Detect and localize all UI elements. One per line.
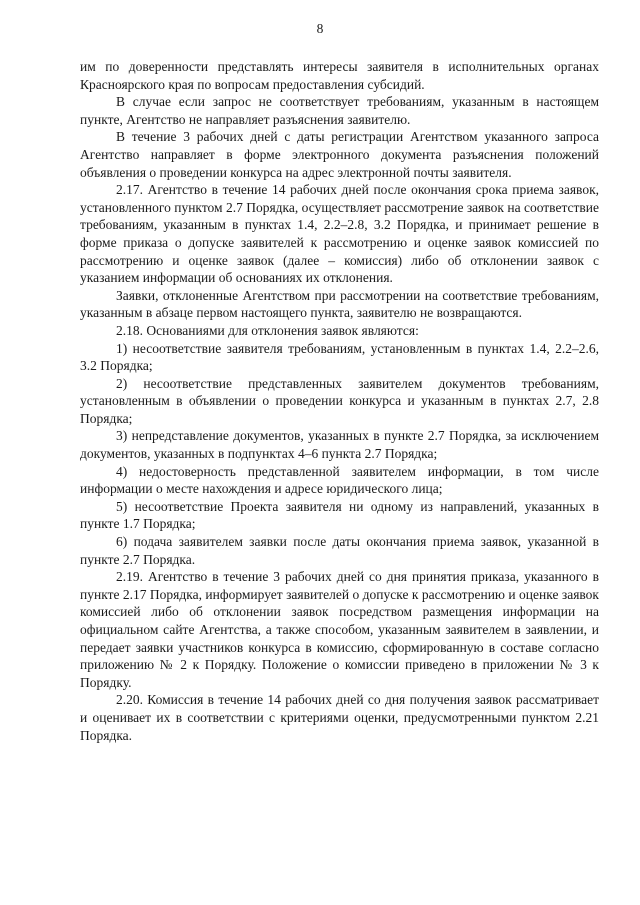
paragraph-2-18: 2.18. Основаниями для отклонения заявок являются: [116,322,419,338]
page-number: 8 [316,21,324,36]
paragraph: Заявки, отклоненные Агентством при рассмотрении на соответствие требованиям, указанным в абзаце первом настоящего пункта, заявителю не возвращаются. [80,287,599,321]
paragraph: В течение 3 рабочих дней с даты регистрации Агентством указанного запроса Агентство направляет в форме электронного документа разъяснения положений объявления о проведении конкурса на адрес электронной почты заявителя. [80,129,599,180]
list-item: 2) несоответствие представленных заявителем документов требованиям, установленным в объявлении о проведении конкурса и указанным в пунктах 2.7, 2.8 Порядка; [80,375,599,426]
paragraph-continuation: им по доверенности представлять интересы заявителя в исполнительных органах Красноярского края по вопросам предоставления субсидий. [80,59,599,92]
paragraph-2-17: 2.17. Агентство в течение 14 рабочих дней после окончания срока приема заявок, установленного пунктом 2.7 Порядка, осуществляет рассмотрение заявок на соответствие требованиям, указанным в пунктах 1.4, 2.2–2.8, 3.2 Порядка, и принимает решение в форме приказа о допуске заявителей к рассмотрению и оценке заявок комиссией по рассмотрению и оценке заявок (далее – комиссия) либо об отклонении заявок с указанием информации об основаниях их отклонения. [80,182,599,286]
list-item: 4) недостоверность представленной заявителем информации, в том числе информации о месте нахождения и адресе юридического лица; [80,463,599,497]
list-item: 6) подача заявителем заявки после даты окончания приема заявок, указанной в пункте 2.7 Порядка. [80,534,599,567]
list-item: 5) несоответствие Проекта заявителя ни одному из направлений, указанных в пункте 1.7 Порядка; [80,498,599,532]
paragraph: В случае если запрос не соответствует требованиям, указанным в настоящем пункте, Агентство не направляет разъяснения заявителю. [80,94,599,127]
document-body [80,58,599,744]
list-item: 3) непредставление документов, указанных в пункте 2.7 Порядка, за исключением документов, указанных в подпунктах 4–6 пункта 2.7 Порядка; [80,428,599,462]
list-item: 1) несоответствие заявителя требованиям, установленным в пунктах 1.4, 2.2–2.6, 3.2 Порядка; [80,340,599,374]
paragraph-2-20: 2.20. Комиссия в течение 14 рабочих дней со дня получения заявок рассматривает и оценивает их в соответствии с критериями оценки, предусмотренными пунктом 2.21 Порядка. [80,692,599,743]
paragraph-2-19: 2.19. Агентство в течение 3 рабочих дней со дня принятия приказа, указанного в пункте 2.17 Порядка, информирует заявителей о допуске к рассмотрению и оценке заявок комиссией либо об отклонении заявок посредством размещения информации на официальном сайте Агентства, а также способом, указанным заявителем в заявлении, и передает заявки участников конкурса в комиссию, сформированную в составе согласно приложению № 2 к Порядку. Положение о комиссии приведено в приложении № 3 к Порядку. [80,569,599,690]
